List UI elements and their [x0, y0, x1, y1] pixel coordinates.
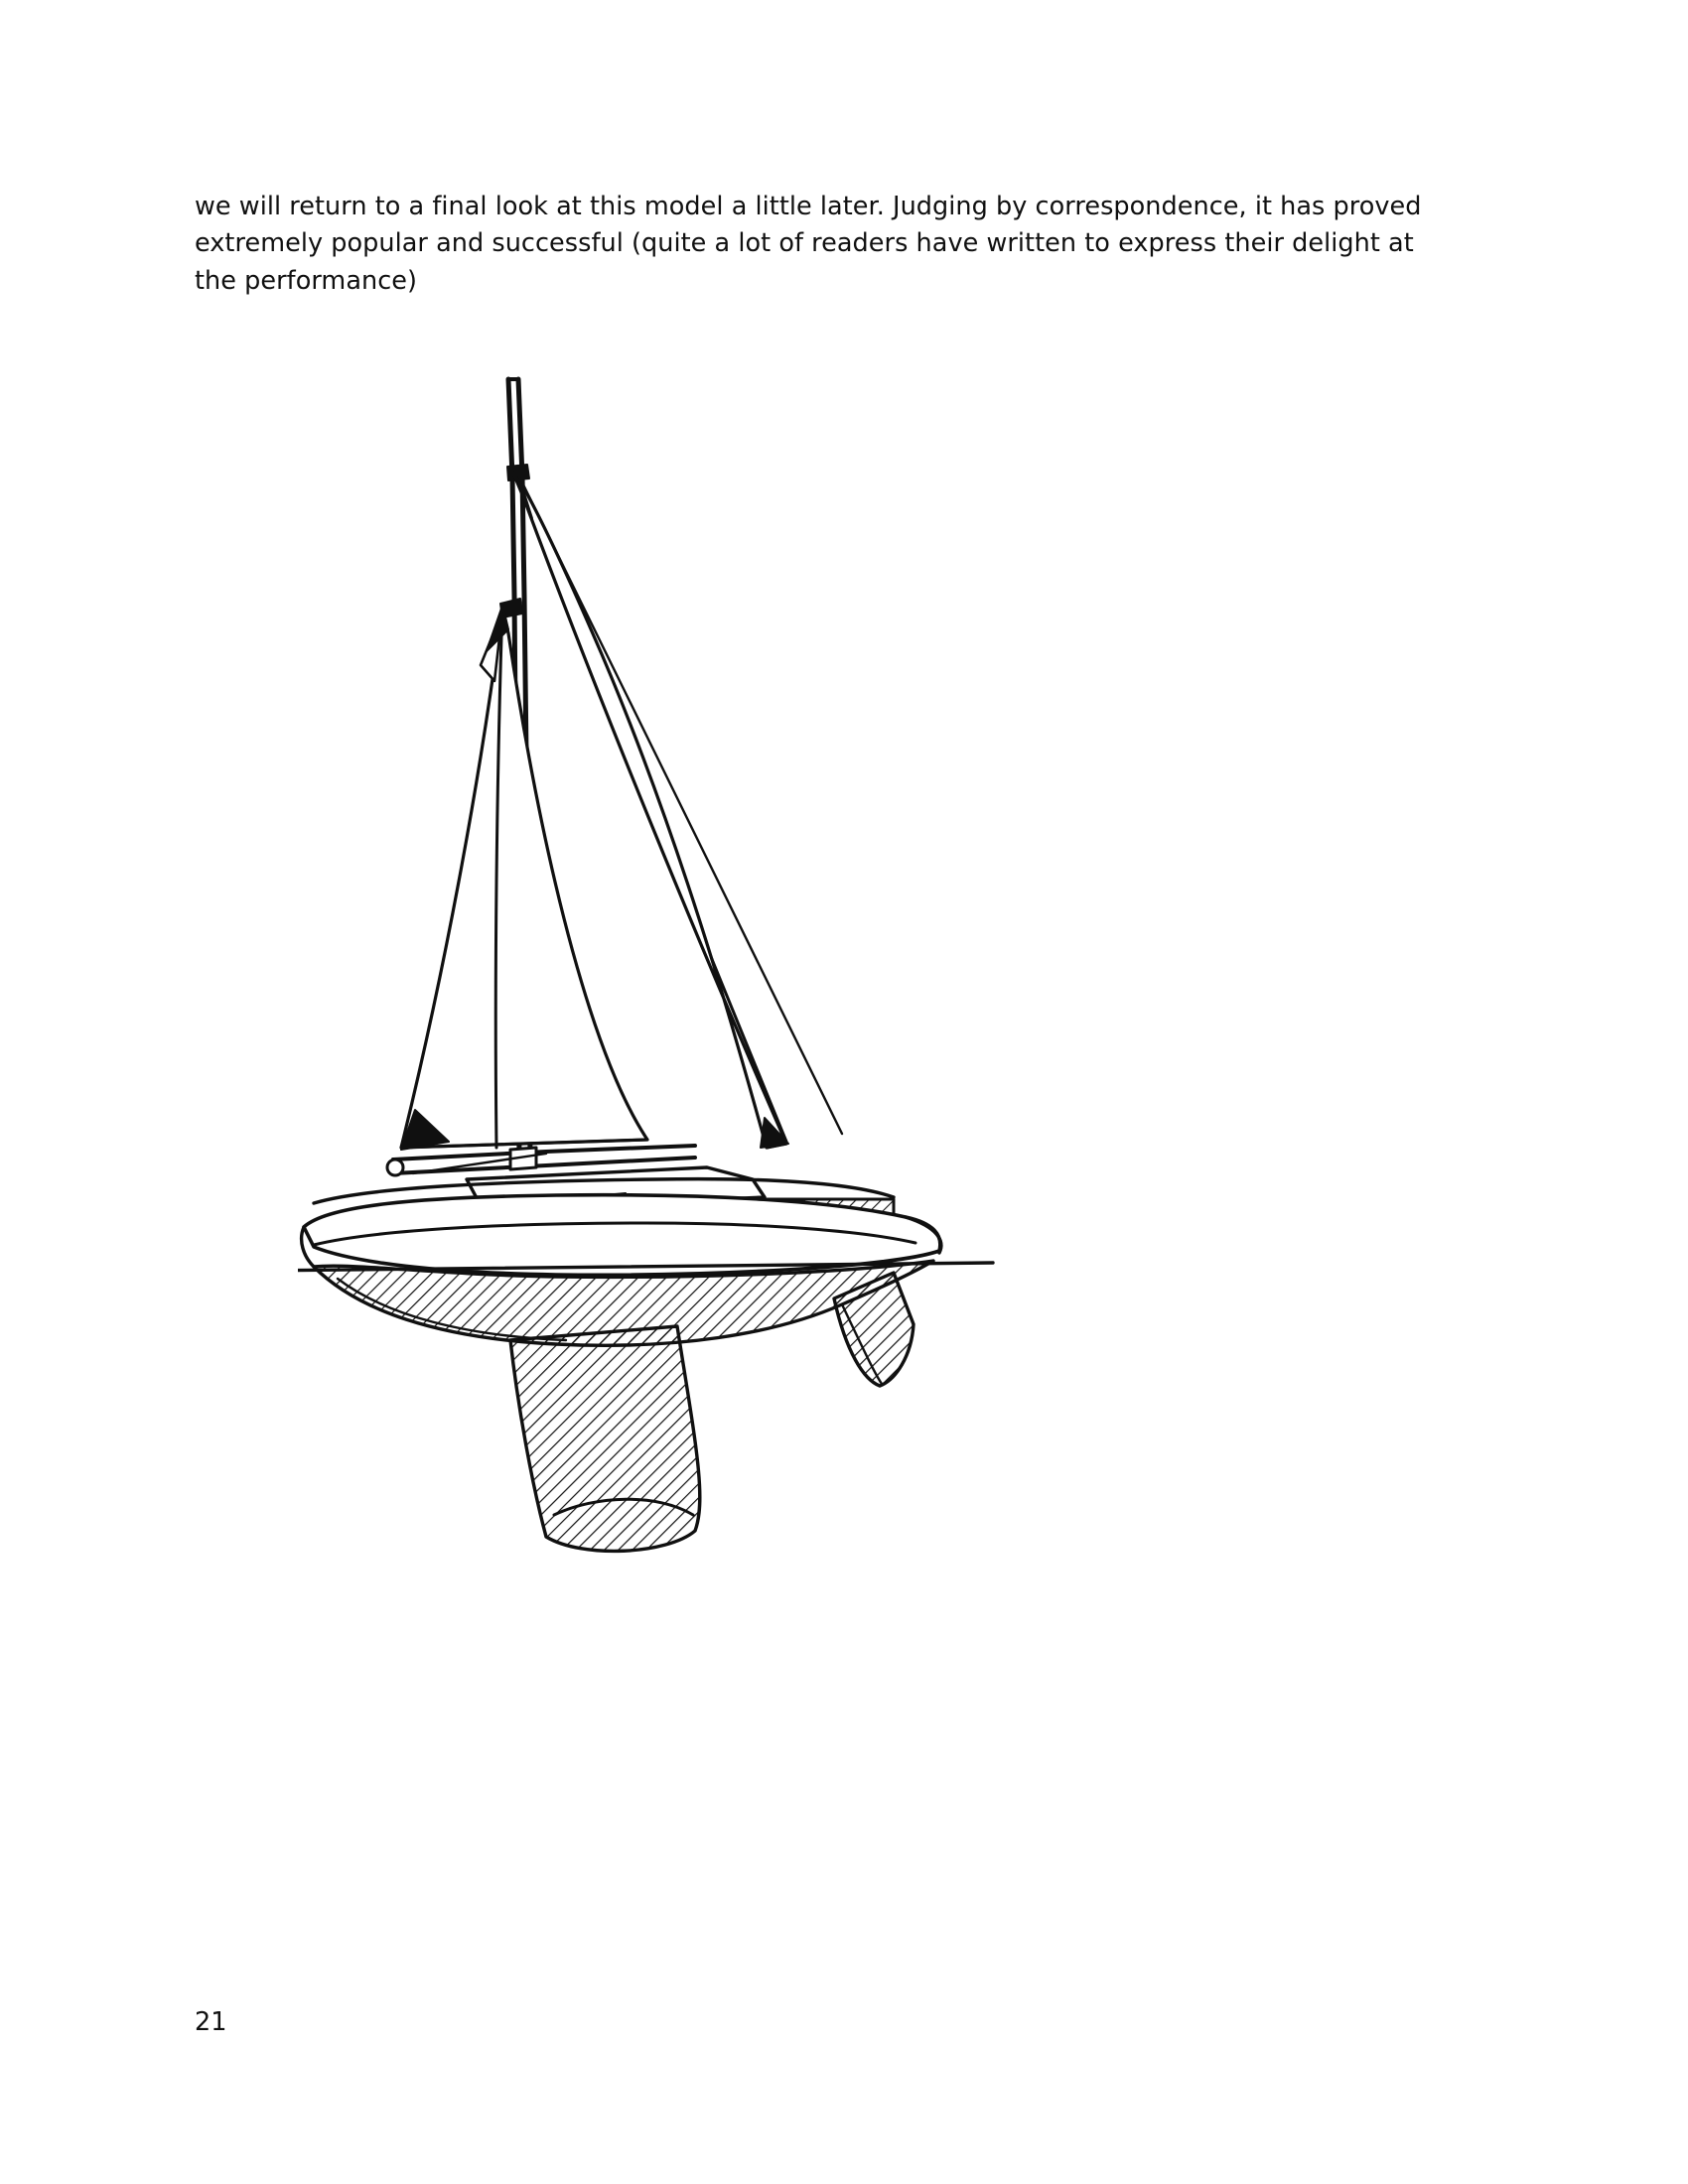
- sailboat-illustration: [298, 367, 1410, 1985]
- paragraph-text: we will return to a final look at this model a little later. Judging by correspondence, it has proved extremely popular and successful (quite a lot of readers have written to express their delight at the performance): [195, 192, 1430, 296]
- fin-keel: [510, 1326, 700, 1551]
- hull: [302, 1167, 941, 1275]
- sailboat-figure: [298, 367, 1410, 1985]
- page-number: 21: [195, 2007, 227, 2037]
